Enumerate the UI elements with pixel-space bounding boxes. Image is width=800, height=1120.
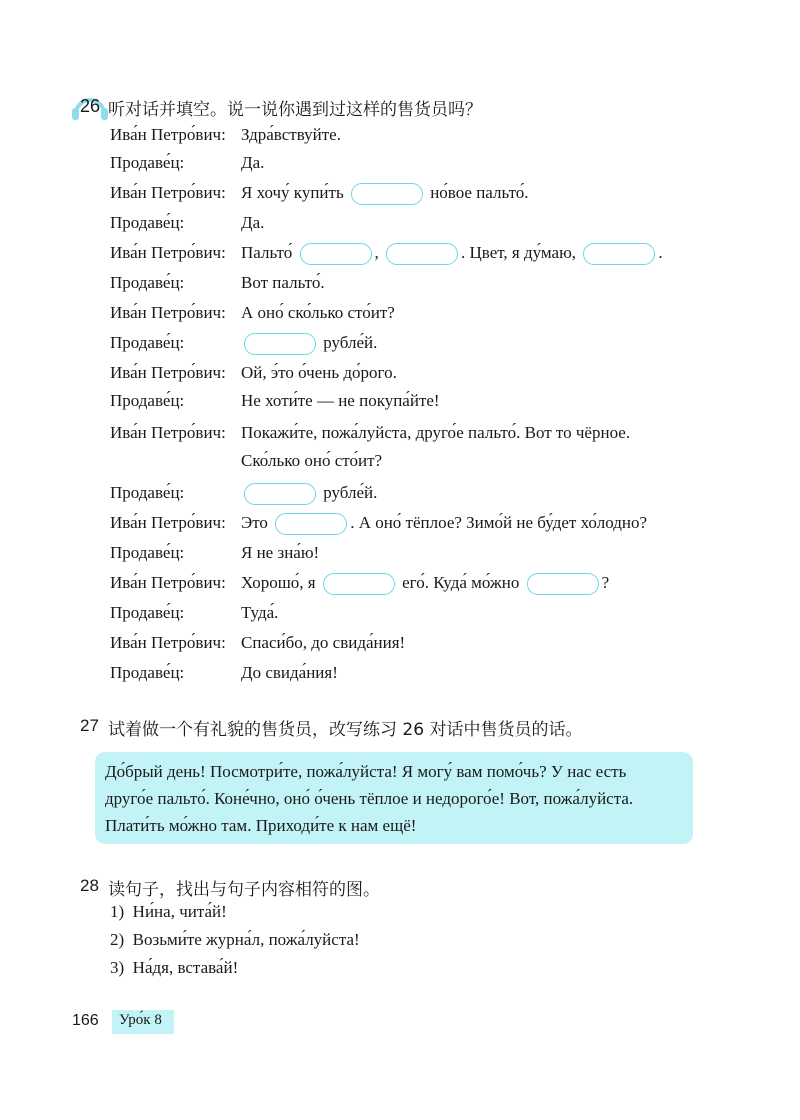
dialog-text: Это <box>241 513 273 532</box>
exercise-28-instruction: 读句子，找出与句子内容相符的图。 <box>108 880 380 900</box>
box-line: Плати́ть мо́жно там. Приходи́те к нам ещё! <box>105 816 417 835</box>
exercise-26-number: 26 <box>80 96 101 116</box>
fill-in-blank[interactable] <box>527 573 599 595</box>
fill-in-blank[interactable] <box>351 183 423 205</box>
dialog-text: Хорошо́, я <box>241 573 320 592</box>
dialog-line <box>110 181 529 205</box>
dialog-line <box>110 631 405 655</box>
speaker-label: Продаве́ц: <box>110 391 185 410</box>
speaker-label: Ива́н Петро́вич: <box>110 573 226 592</box>
list-item <box>110 958 238 978</box>
speaker-label: Продаве́ц: <box>110 663 185 682</box>
dialog-line <box>110 571 609 595</box>
item-text: На́дя, встава́й! <box>132 958 239 977</box>
exercise-27-number: 27 <box>80 716 99 735</box>
exercise-26-instruction: 听对话并填空。说一说你遇到过这样的售货员吗？ <box>108 100 482 120</box>
dialog-line <box>110 211 264 235</box>
dialog-line <box>110 481 377 505</box>
speaker-label: Ива́н Петро́вич: <box>110 125 226 144</box>
fill-in-blank[interactable] <box>244 483 316 505</box>
speaker-label: Ива́н Петро́вич: <box>110 513 226 532</box>
dialog-text: Туда́. <box>241 603 279 622</box>
dialog-text: Я хочу́ купи́ть <box>241 183 348 202</box>
speaker-label: Продаве́ц: <box>110 483 185 502</box>
list-item <box>110 930 360 950</box>
dialog-line <box>110 511 647 535</box>
dialog-text: ? <box>601 573 610 592</box>
dialog-text: Вот пальто́. <box>241 273 325 292</box>
dialog-line <box>110 241 663 265</box>
fill-in-blank[interactable] <box>275 513 347 535</box>
dialog-line <box>110 151 264 175</box>
box-line: До́брый день! Посмотри́те, пожа́луйста! Я могу́ вам помо́чь? У нас есть <box>105 762 627 781</box>
fill-in-blank[interactable] <box>244 333 316 355</box>
page-number: 166 <box>72 1012 99 1029</box>
dialog-text: Пальто́ <box>241 243 297 262</box>
dialog-text: До свида́ния! <box>241 663 338 682</box>
speaker-label: Ива́н Петро́вич: <box>110 243 226 262</box>
dialog-text: Здра́вствуйте. <box>241 125 341 144</box>
dialog-line <box>110 541 319 565</box>
fill-in-blank[interactable] <box>583 243 655 265</box>
dialog-line <box>110 361 397 385</box>
speaker-label: Продаве́ц: <box>110 543 185 562</box>
fill-in-blank[interactable] <box>323 573 395 595</box>
item-number: 3) <box>110 958 125 977</box>
speaker-label: Продаве́ц: <box>110 213 185 232</box>
dialog-line <box>110 301 395 325</box>
speaker-label: Ива́н Петро́вич: <box>110 633 226 652</box>
dialog-text: рубле́й. <box>319 483 378 502</box>
speaker-label: Ива́н Петро́вич: <box>110 183 226 202</box>
speaker-label: Ива́н Петро́вич: <box>110 423 226 442</box>
dialog-text: но́вое пальто́. <box>425 183 529 202</box>
list-item <box>110 902 227 922</box>
speaker-label: Продаве́ц: <box>110 333 185 352</box>
dialog-line <box>110 661 338 685</box>
speaker-label: Ива́н Петро́вич: <box>110 303 226 322</box>
speaker-label: Продаве́ц: <box>110 603 185 622</box>
dialog-text: , <box>374 243 384 262</box>
dialog-line <box>110 449 382 473</box>
dialog-text: Не хоти́те — не покупа́йте! <box>241 391 440 410</box>
dialog-text: рубле́й. <box>319 333 378 352</box>
dialog-line <box>110 331 377 355</box>
speaker-label: Продаве́ц: <box>110 153 185 172</box>
exercise-28-number: 28 <box>80 876 99 895</box>
box-line: друго́е пальто́. Коне́чно, оно́ о́чень тёплое и недорого́е! Вот, пожа́луйста. <box>105 789 634 808</box>
item-text: Возьми́те журна́л, пожа́луйста! <box>132 930 360 949</box>
dialog-line <box>110 123 341 147</box>
dialog-text: Ой, э́то о́чень до́рого. <box>241 363 397 382</box>
dialog-line <box>110 389 440 413</box>
dialog-text: . Цвет, я ду́маю, <box>461 243 581 262</box>
dialog-text: А оно́ ско́лько сто́ит? <box>241 303 395 322</box>
speaker-label: Продаве́ц: <box>110 273 185 292</box>
exercise-27-instruction: 试着做一个有礼貌的售货员，改写练习 26 对话中售货员的话。 <box>108 720 583 740</box>
polite-seller-box <box>95 752 693 844</box>
dialog-line <box>110 601 278 625</box>
fill-in-blank[interactable] <box>386 243 458 265</box>
dialog-text: . <box>658 243 663 262</box>
dialog-text: Да. <box>241 153 265 172</box>
item-number: 2) <box>110 930 125 949</box>
dialog-text: Спаси́бо, до свида́ния! <box>241 633 406 652</box>
item-number: 1) <box>110 902 125 921</box>
speaker-label: Ива́н Петро́вич: <box>110 363 226 382</box>
dialog-text: его́. Куда́ мо́жно <box>397 573 524 592</box>
dialog-line <box>110 271 325 295</box>
dialog-line <box>110 421 630 445</box>
fill-in-blank[interactable] <box>300 243 372 265</box>
dialog-text: . А оно́ тёплое? Зимо́й не бу́дет хо́лодно? <box>350 513 647 532</box>
dialog-text: Я не зна́ю! <box>241 543 320 562</box>
dialog-text: Да. <box>241 213 265 232</box>
dialog-text: Ско́лько оно́ сто́ит? <box>241 451 383 470</box>
lesson-badge <box>112 1010 174 1034</box>
item-text: Ни́на, чита́й! <box>132 902 227 921</box>
lesson-label: Уро́к 8 <box>119 1012 162 1028</box>
dialog-text: Покажи́те, пожа́луйста, друго́е пальто́. Вот то чёрное. <box>241 423 631 442</box>
